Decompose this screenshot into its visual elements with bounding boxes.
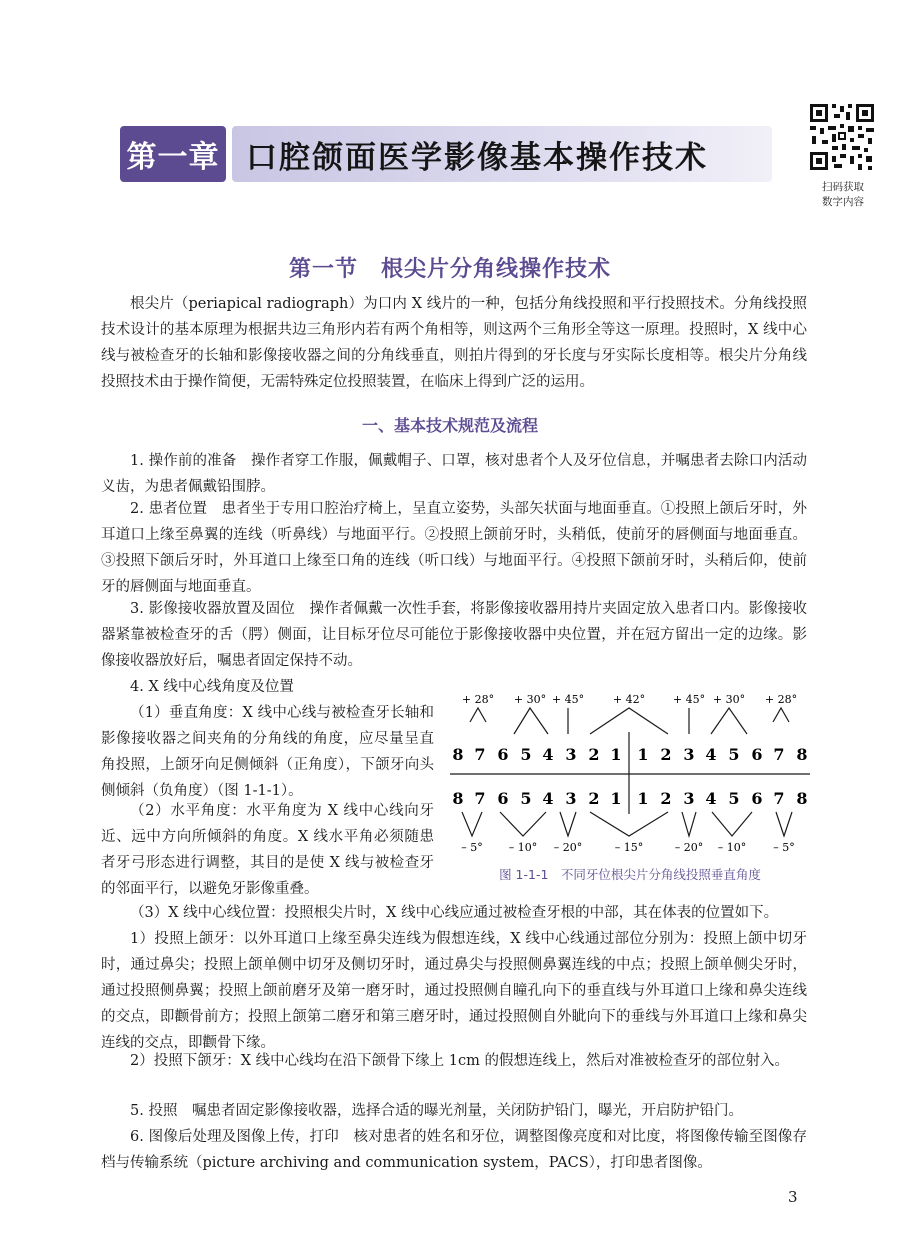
upper-tooth-label: 6 <box>751 745 763 764</box>
lower-angle-bracket <box>462 812 482 836</box>
step-6-paragraph: 6. 图像后处理及图像上传，打印 核对患者的姓名和牙位，调整图像亮度和对比度，将图像传输至图像存档与传输系统（picture archiving and communication system，PACS），打印患者图像。 <box>101 1129 807 1171</box>
upper-tooth-label: 7 <box>773 745 785 764</box>
lower-angle-label: – 5° <box>773 841 795 854</box>
lower-angle-bracket <box>682 812 696 836</box>
upper-angle-label: + 28° <box>461 693 495 706</box>
figure-caption: 图 1-1-1 不同牙位根尖片分角线投照垂直角度 <box>499 867 761 882</box>
step-4-3-1-paragraph: 1）投照上颌牙：以外耳道口上缘至鼻尖连线为假想连线，X 线中心线通过部位分别为：投照上颌中切牙时，通过鼻尖；投照上颌单侧中切牙及侧切牙时，通过鼻尖与投照侧鼻翼连线的中点；投照上颌单侧尖牙时，通过投照侧鼻翼；投照上颌前磨牙及第一磨牙时，通过投照侧自瞳孔向下的垂直线与外耳道口上缘和鼻尖连线的交点，即颧骨前方；投照上颌第二磨牙和第三磨牙时，通过投照侧自外眦向下的垂线与外耳道口上缘和鼻尖连线的交点，即颧骨下缘。 <box>101 931 807 1051</box>
qr-code-icon[interactable] <box>808 100 876 172</box>
chapter-title: 口腔颌面医学影像基本操作技术 <box>232 126 772 182</box>
lower-tooth-label: 2 <box>588 789 600 808</box>
upper-tooth-label: 3 <box>683 745 695 764</box>
qr-caption <box>806 180 880 210</box>
upper-tooth-label: 8 <box>452 745 464 764</box>
lower-angle-label: – 15° <box>614 841 644 854</box>
lower-angle-label: – 10° <box>717 841 747 854</box>
lower-tooth-label: 6 <box>751 789 763 808</box>
upper-tooth-label: 4 <box>705 745 717 764</box>
upper-angle-label: + 45° <box>551 693 585 706</box>
lower-angle-label: – 10° <box>508 841 538 854</box>
upper-angle-label: + 45° <box>672 693 706 706</box>
upper-angle-bracket <box>590 708 668 734</box>
upper-tooth-label: 8 <box>796 745 808 764</box>
chapter-badge: 第一章 <box>120 126 226 182</box>
upper-tooth-label: 2 <box>588 745 600 764</box>
lower-tooth-label: 3 <box>565 789 577 808</box>
upper-tooth-label: 5 <box>728 745 740 764</box>
lower-tooth-label: 4 <box>542 789 554 808</box>
lower-tooth-label: 2 <box>660 789 672 808</box>
lower-tooth-label: 1 <box>637 789 649 808</box>
tooth-angle-figure <box>450 686 810 886</box>
step-3-paragraph: 3. 影像接收器放置及固位 操作者佩戴一次性手套，将影像接收器用持片夹固定放入患者口内。影像接收器紧靠被检查牙的舌（腭）侧面，让目标牙位尽可能位于影像接收器中央位置，并在冠方留出一定的边缘。影像接收器放好后，嘱患者固定保持不动。 <box>101 601 807 669</box>
chapter-header <box>120 122 760 184</box>
lower-tooth-label: 4 <box>705 789 717 808</box>
upper-angle-label: + 28° <box>764 693 798 706</box>
upper-tooth-label: 5 <box>520 745 532 764</box>
lower-tooth-label: 7 <box>773 789 785 808</box>
lower-tooth-label: 7 <box>474 789 486 808</box>
lower-angle-label: – 20° <box>553 841 583 854</box>
lower-tooth-label: 1 <box>610 789 622 808</box>
upper-tooth-label: 6 <box>497 745 509 764</box>
upper-tooth-label: 7 <box>474 745 486 764</box>
step-1-paragraph: 1. 操作前的准备 操作者穿工作服，佩戴帽子、口罩，核对患者个人及牙位信息，并嘱患者去除口内活动义齿，为患者佩戴铅围脖。 <box>101 453 807 495</box>
lower-angle-bracket <box>590 812 668 836</box>
upper-tooth-label: 1 <box>610 745 622 764</box>
lower-angle-bracket <box>776 812 792 836</box>
lower-tooth-label: 8 <box>796 789 808 808</box>
lower-tooth-label: 5 <box>520 789 532 808</box>
step-4-1-paragraph: （1）垂直角度：X 线中心线与被检查牙长轴和影像接收器之间夹角的分角线的角度，应尽量呈直角投照，上颌牙向足侧倾斜（正角度），下颌牙向头侧倾斜（负角度）（图 1-1-1）。 <box>101 705 434 799</box>
lower-angle-bracket <box>712 812 752 836</box>
lower-angle-label: – 5° <box>461 841 483 854</box>
section-title: 第一节 根尖片分角线操作技术 <box>288 256 611 282</box>
lower-angle-bracket <box>560 812 576 836</box>
upper-angle-bracket <box>514 708 548 734</box>
lower-tooth-label: 3 <box>683 789 695 808</box>
lower-tooth-label: 6 <box>497 789 509 808</box>
upper-angle-label: + 30° <box>513 693 547 706</box>
step-4-3-paragraph: （3）X 线中心线位置：投照根尖片时，X 线中心线应通过被检查牙根的中部，其在体表的位置如下。 <box>130 905 779 921</box>
lower-tooth-label: 8 <box>452 789 464 808</box>
upper-tooth-label: 1 <box>637 745 649 764</box>
subsection-title: 一、基本技术规范及流程 <box>361 416 538 435</box>
step-4-3-2-paragraph: 2）投照下颌牙：X 线中心线均在沿下颌骨下缘上 1cm 的假想连线上，然后对准被检查牙的部位射入。 <box>130 1053 789 1069</box>
upper-angle-bracket <box>470 708 486 722</box>
step-2-paragraph: 2. 患者位置 患者坐于专用口腔治疗椅上，呈直立姿势，头部矢状面与地面垂直。①投照上颌后牙时，外耳道口上缘至鼻翼的连线（听鼻线）与地面平行。②投照上颌前牙时，头稍低，使前牙的唇侧面与地面垂直。③投照下颌后牙时，外耳道口上缘至口角的连线（听口线）与地面平行。④投照下颌前牙时，头稍后仰，使前牙的唇侧面与地面垂直。 <box>101 501 807 595</box>
step-5-paragraph: 5. 投照 嘱患者固定影像接收器，选择合适的曝光剂量，关闭防护铅门，曝光，开启防护铅门。 <box>130 1103 743 1119</box>
upper-angle-bracket <box>773 708 789 722</box>
lower-tooth-label: 5 <box>728 789 740 808</box>
qr-caption-line1: 扫码获取 <box>822 181 864 193</box>
upper-angle-label: + 42° <box>612 693 646 706</box>
upper-angle-label: + 30° <box>712 693 746 706</box>
upper-tooth-label: 2 <box>660 745 672 764</box>
lower-angle-bracket <box>500 812 546 836</box>
upper-tooth-label: 3 <box>565 745 577 764</box>
qr-caption-line2: 数字内容 <box>822 196 864 208</box>
upper-angle-bracket <box>711 708 747 734</box>
lower-angle-label: – 20° <box>674 841 704 854</box>
page-number: 3 <box>788 1188 798 1206</box>
upper-tooth-label: 4 <box>542 745 554 764</box>
step-4-2-paragraph: （2）水平角度：水平角度为 X 线中心线向牙近、远中方向所倾斜的角度。X 线水平角必须随患者牙弓形态进行调整，其目的是使 X 线与被检查牙的邻面平行，以避免牙影像重叠。 <box>101 803 434 897</box>
step-4-paragraph: 4. X 线中心线角度及位置 <box>130 679 294 695</box>
intro-paragraph: 根尖片（periapical radiograph）为口内 X 线片的一种，包括分角线投照和平行投照技术。分角线投照技术设计的基本原理为根据共边三角形内若有两个角相等，则这两个三角形全等这一原理。投照时，X 线中心线与被检查牙的长轴和影像接收器之间的分角线垂直，则拍片得到的牙长度与牙实际长度相等。根尖片分角线投照技术由于操作简便，无需特殊定位投照装置，在临床上得到广泛的运用。 <box>101 296 807 390</box>
